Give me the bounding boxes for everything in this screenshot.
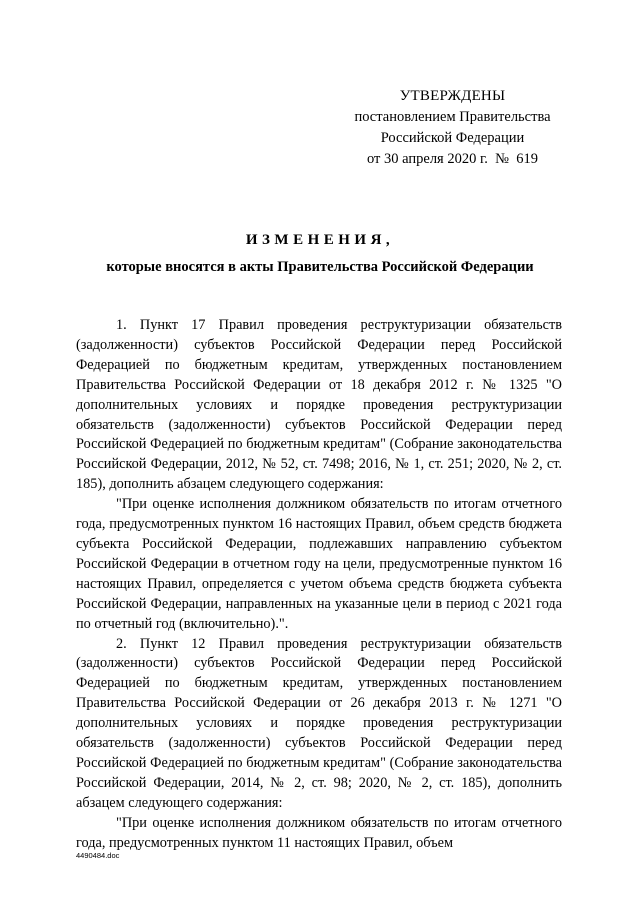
document-body [76, 316, 562, 853]
paragraph-1: 1. Пункт 17 Правил проведения реструктуризации обязательств (задолженности) субъектов Российской Федерации перед Российской Федерацией по бюджетным кредитам, утвержденных постановлением Правительства Российской Федерации от 18 декабря 2012 г. № 1325 "О дополнительных условиях и порядке проведения реструктуризации обязательств (задолженности) субъектов Российской Федерации перед Российской Федерацией по бюджетным кредитам" (Собрание законодательства Российской Федерации, 2012, № 52, ст. 7498; 2016, № 1, ст. 251; 2020, № 2, ст. 185), дополнить абзацем следующего содержания: [76, 317, 562, 493]
file-reference: 4490484.doc [76, 851, 120, 860]
approval-heading: УТВЕРЖДЕНЫ [399, 88, 506, 104]
paragraph-4: "При оценке исполнения должником обязательств по итогам отчетного года, предусмотренных пунктом 11 настоящих Правил, объем [76, 814, 562, 851]
approval-line-3: от 30 апреля 2020 г. № 619 [366, 151, 538, 167]
approval-line-1: постановлением Правительства [354, 109, 551, 125]
approval-stamp [345, 86, 560, 170]
document-subtitle: которые вносятся в акты Правительства Российской Федерации [106, 259, 534, 275]
document-title: ИЗМЕНЕНИЯ, [245, 232, 395, 248]
paragraph-3: 2. Пункт 12 Правил проведения реструктуризации обязательств (задолженности) субъектов Российской Федерации перед Российской Федерацией по бюджетным кредитам, утвержденных постановлением Правительства Российской Федерации от 26 декабря 2013 г. № 1271 "О дополнительных условиях и порядке проведения реструктуризации обязательств (задолженности) субъектов Российской Федерации перед Российской Федерацией по бюджетным кредитам" (Собрание законодательства Российской Федерации, 2014, № 2, ст. 98; 2020, № 2, ст. 185), дополнить абзацем следующего содержания: [76, 635, 562, 811]
approval-line-2: Российской Федерации [380, 130, 525, 146]
paragraph-2: "При оценке исполнения должником обязательств по итогам отчетного года, предусмотренных пунктом 16 настоящих Правил, объем средств бюджета субъекта Российской Федерации, подлежавших направлению субъектом Российской Федерации в отчетном году на цели, предусмотренные пунктом 16 настоящих Правил, определяется с учетом объема средств бюджета субъекта Российской Федерации, направленных на указанные цели в период с 2021 года по отчетный год (включительно).". [76, 496, 562, 632]
